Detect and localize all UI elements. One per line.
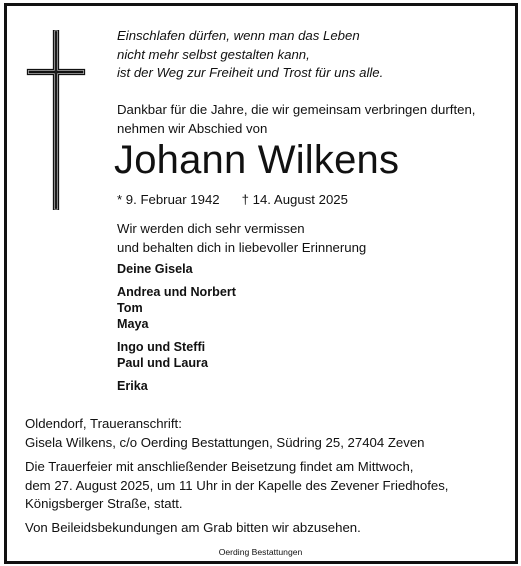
- birth-date: * 9. Februar 1942: [117, 192, 220, 207]
- ceremony-line: dem 27. August 2025, um 11 Uhr in der Kapelle des Zevener Friedhofes,: [25, 477, 449, 493]
- ceremony-line: Königsberger Straße, statt.: [25, 496, 183, 511]
- address-line: Oldendorf, Traueranschrift:: [25, 416, 182, 431]
- memorial-line: Wir werden dich sehr vermissen: [117, 221, 305, 236]
- poem-verse: [117, 27, 383, 83]
- family-group: [117, 379, 148, 395]
- family-member: Deine Gisela: [117, 262, 193, 276]
- intro-line: Dankbar für die Jahre, die wir gemeinsam verbringen durften,: [117, 102, 476, 117]
- address-line: Gisela Wilkens, c/o Oerding Bestattungen, Südring 25, 27404 Zeven: [25, 434, 425, 450]
- family-member: Ingo und Steffi: [117, 340, 206, 354]
- family-member: Erika: [117, 379, 148, 393]
- memorial-text: [117, 220, 366, 257]
- family-member: Andrea und Norbert: [117, 285, 236, 299]
- family-member: Maya: [117, 316, 149, 331]
- family-member: Paul und Laura: [117, 355, 208, 370]
- poem-line: nicht mehr selbst gestalten kann,: [117, 46, 310, 62]
- death-date: † 14. August 2025: [241, 192, 348, 207]
- cross-icon: [26, 30, 86, 210]
- family-member: Tom: [117, 300, 143, 315]
- ceremony-notice: [25, 458, 448, 514]
- family-group: [117, 285, 236, 332]
- funeral-home-signature: Oerding Bestattungen: [218, 547, 303, 557]
- intro-line: nehmen wir Abschied von: [117, 120, 268, 136]
- memorial-line: und behalten dich in liebevoller Erinnerung: [117, 239, 367, 255]
- life-dates: [117, 191, 348, 209]
- intro-text: [117, 101, 475, 138]
- family-group: [117, 262, 193, 278]
- poem-line: Einschlafen dürfen, wenn man das Leben: [117, 28, 360, 43]
- poem-line: ist der Weg zur Freiheit und Trost für uns alle.: [117, 65, 384, 80]
- family-group: [117, 340, 208, 372]
- deceased-name: Johann Wilkens: [114, 138, 400, 182]
- mourning-address: [25, 415, 425, 452]
- ceremony-line: Die Trauerfeier mit anschließender Beisetzung findet am Mittwoch,: [25, 459, 414, 474]
- condolence-note: Von Beileidsbekundungen am Grab bitten wir abzusehen.: [25, 520, 361, 535]
